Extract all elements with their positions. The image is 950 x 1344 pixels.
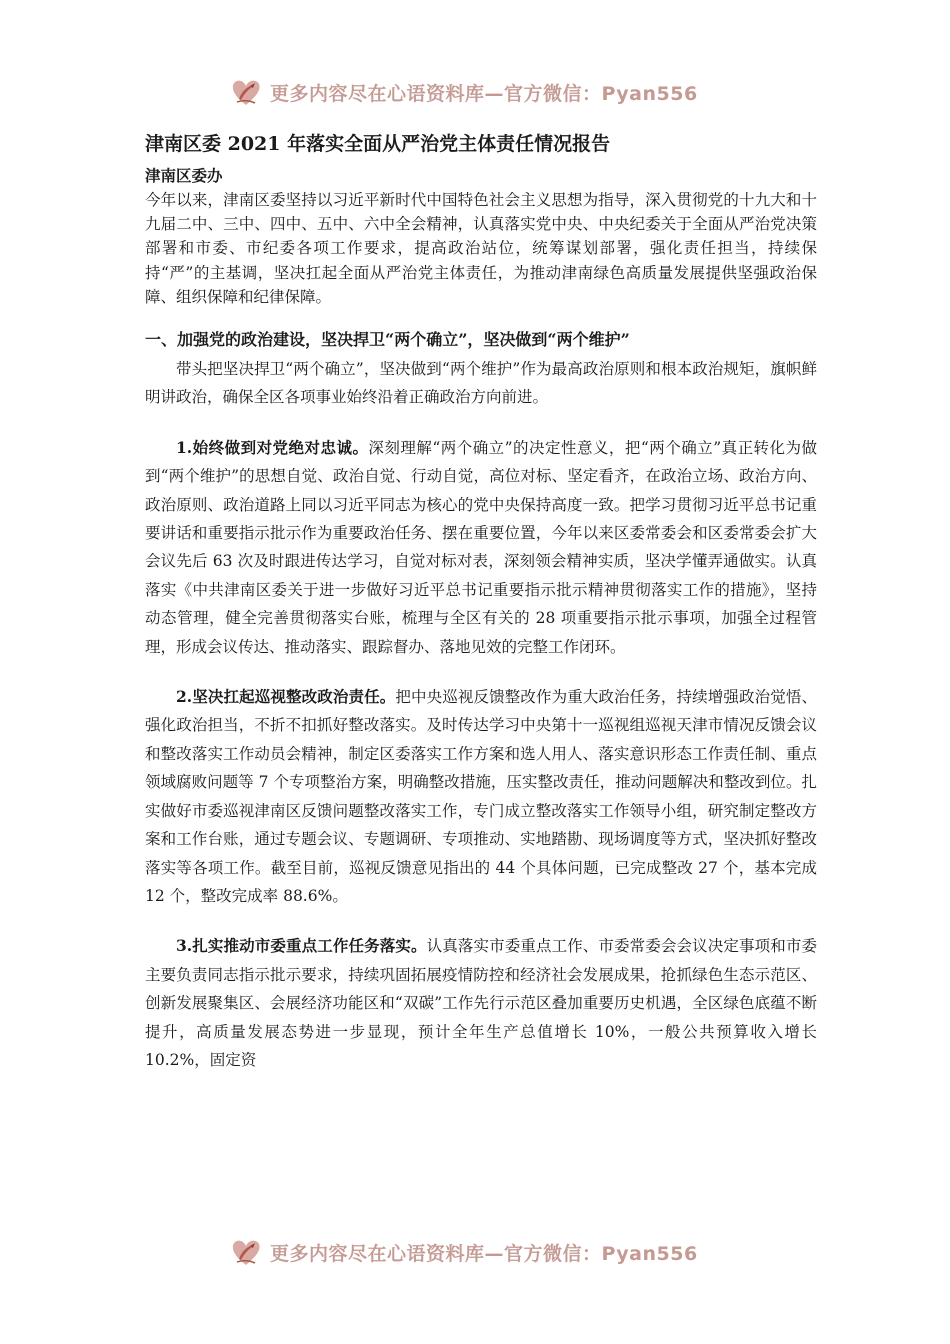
item-title-2: 2.坚决扛起巡视整改政治责任。 xyxy=(176,687,396,707)
document-body xyxy=(145,128,817,1074)
intro-paragraph: 今年以来，津南区委坚持以习近平新时代中国特色社会主义思想为指导，深入贯彻党的十九大和十九届二中、三中、四中、五中、六中全会精神，认真落实党中央、中央纪委关于全面从严治党决策部署和市委、市纪委各项工作要求，提高政治站位，统筹谋划部署，强化责任担当，持续保持“严”的主基调，坚决扛起全面从严治党主体责任，为推动津南绿色高质量发展提供坚强政治保障、组织保障和纪律保障。 xyxy=(145,191,817,306)
watermark-header xyxy=(228,72,698,112)
item-paragraph-3 xyxy=(145,932,817,1074)
heart-logo-icon xyxy=(228,1234,264,1270)
item-title-1: 1.始终做到对党绝对忠诚。 xyxy=(176,437,369,457)
item-text-1: 深刻理解“两个确立”的决定性意义，把“两个确立”真正转化为做到“两个维护”的思想自觉、政治自觉、行动自觉，高位对标、坚定看齐，在政治立场、政治方向、政治原则、政治道路上同以习近平同志为核心的党中央保持高度一致。把学习贯彻习近平总书记重要讲话和重要指示批示作为重要政治任务、摆在重要位置，今年以来区委常委会和区委常委会扩大会议先后 63 次及时跟进传达学习，自觉对标对表，深刻领会精神实质，坚决学懂弄通做实。认真落实《中共津南区委关于进一步做好习近平总书记重要指示批示精神贯彻落实工作的措施》，坚持动态管理，健全完善贯彻落实台账，梳理与全区有关的 28 项重要指示批示事项，加强全过程管理，形成会议传达、推动落实、跟踪督办、落地见效的完整工作闭环。 xyxy=(145,438,817,656)
item-paragraph-2 xyxy=(145,683,817,910)
item-text-2: 把中央巡视反馈整改作为重大政治任务，持续增强政治觉悟、强化政治担当，不折不扣抓好整改落实。及时传达学习中央第十一巡视组巡视天津市情况反馈会议和整改落实工作动员会精神，制定区委落实工作方案和选人用人、落实意识形态工作责任制、重点领域腐败问题等 7 个专项整治方案，明确整改措施，压实整改责任，推动问题解决和整改到位。扎实做好市委巡视津南区反馈问题整改落实工作，专门成立整改落实工作领导小组，研究制定整改方案和工作台账，通过专题会议、专题调研、专项推动、实地踏勘、现场调度等方式，坚决抓好整改落实等各项工作。截至目前，巡视反馈意见指出的 44 个具体问题，已完成整改 27 个，基本完成 12 个，整改完成率 88.6%。 xyxy=(145,688,817,905)
watermark-footer xyxy=(228,1232,698,1272)
watermark-text: 更多内容尽在心语资料库—官方微信：Pyan556 xyxy=(270,1242,698,1265)
document-title: 津南区委 2021 年落实全面从严治党主体责任情况报告 xyxy=(145,133,611,155)
issuing-office: 津南区委办 xyxy=(145,166,223,185)
watermark-text: 更多内容尽在心语资料库—官方微信：Pyan556 xyxy=(270,82,698,105)
item-title-3: 3.扎实推动市委重点工作任务落实。 xyxy=(176,936,427,956)
item-text-3: 认真落实市委重点工作、市委常委会会议决定事项和市委主要负责同志指示批示要求，持续巩固拓展疫情防控和经济社会发展成果，抢抓绿色生态示范区、创新发展聚集区、会展经济功能区和“双碳”工作先行示范区叠加重要历史机遇，全区绿色底蕴不断提升，高质量发展态势进一步显现，预计全年生产总值增长 10%，一般公共预算收入增长 10.2%，固定资 xyxy=(145,937,817,1069)
section-lead-paragraph: 带头把坚决捍卫“两个确立”，坚决做到“两个维护”作为最高政治原则和根本政治规矩，旗帜鲜明讲政治，确保全区各项事业始终沿着正确政治方向前进。 xyxy=(145,360,817,407)
section-heading: 一、加强党的政治建设，坚决捍卫“两个确立”，坚决做到“两个维护” xyxy=(145,330,630,350)
heart-logo-icon xyxy=(228,74,264,110)
item-paragraph-1 xyxy=(145,434,817,661)
